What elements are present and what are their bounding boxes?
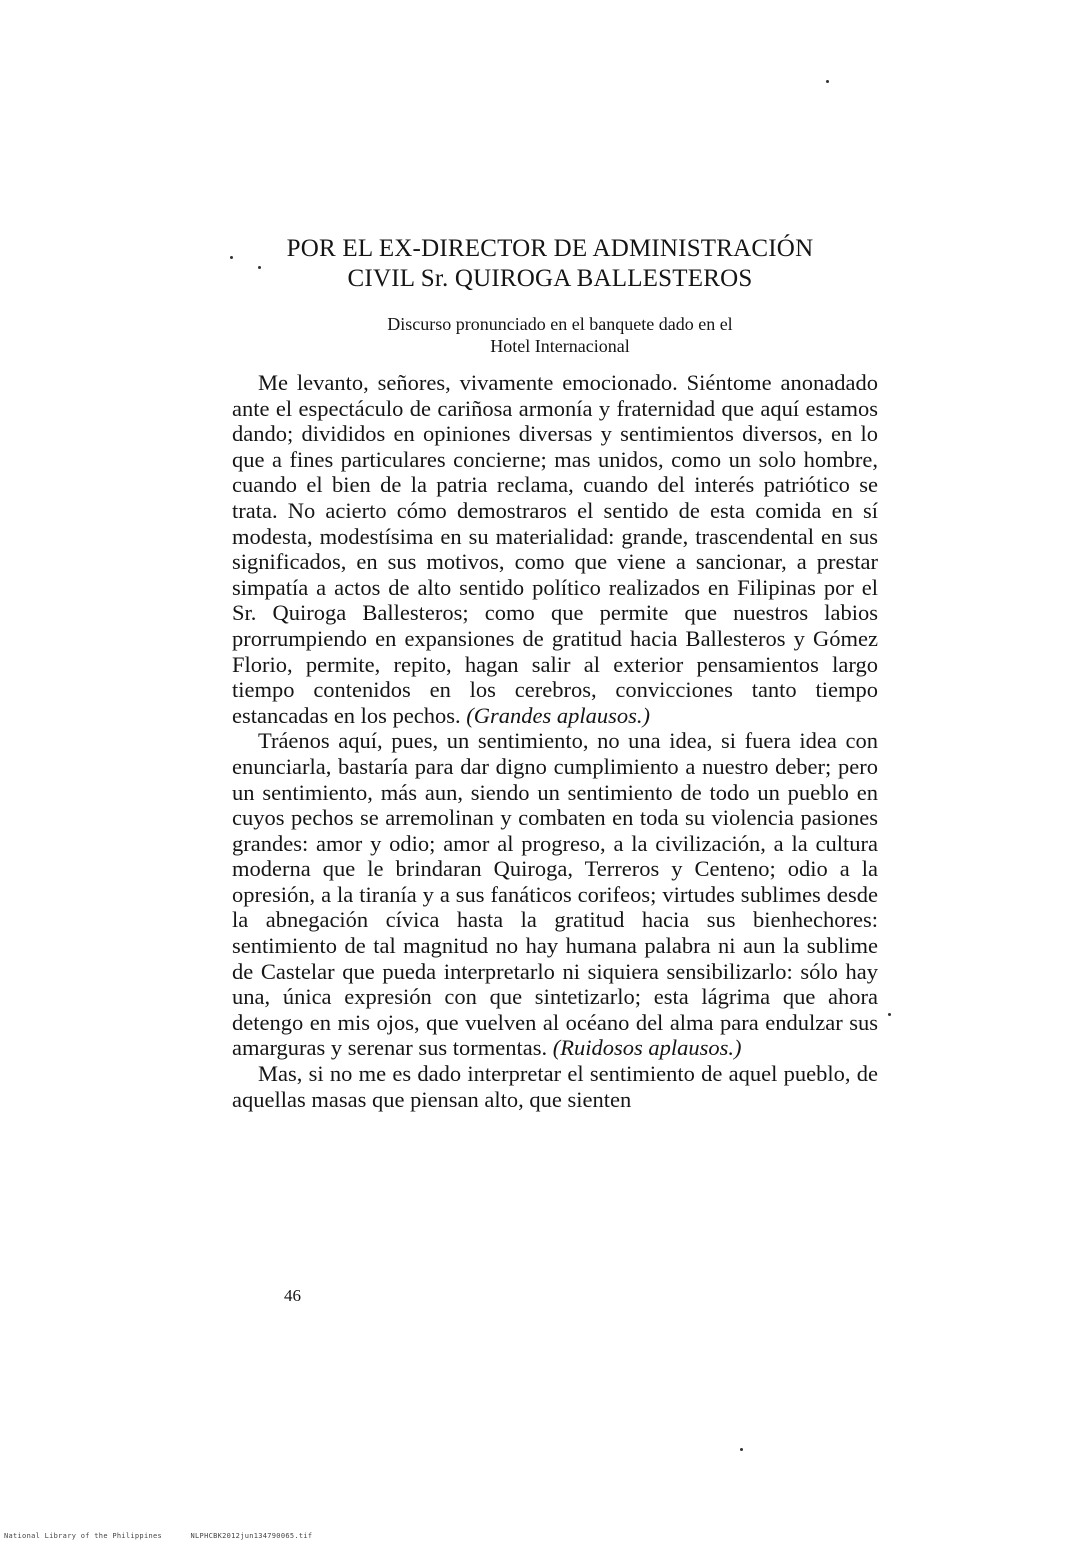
speech-body: [232, 370, 878, 1112]
paragraph-2: [232, 728, 878, 1061]
footer-library: National Library of the Philippines: [4, 1532, 163, 1540]
subtitle-line-1: Discurso pronunciado en el banquete dado en el: [387, 314, 733, 334]
scan-speck: [888, 1013, 891, 1016]
document-subtitle: [290, 313, 830, 357]
scan-speck: [740, 1448, 743, 1451]
page-number: 46: [284, 1286, 301, 1305]
paragraph-1-text: Me levanto, señores, vivamente emocionado. Siéntome anonadado ante el espectáculo de cariñosa armonía y fraternidad que aquí estamos dando; divididos en opiniones diversas y sentimientos diversos, en lo que a fines particulares concierne; mas unidos, como un solo hombre, cuando el bien de la patria reclama, cuando del interés patriótico se trata. No acierto cómo demostraros el sentido de esta comida en sí modesta, modestísima en su materialidad: grande, trascendental en sus significados, en sus motivos, como que viene a sancionar, a prestar simpatía a actos de alto sentido político realizados en Filipinas por el Sr. Quiroga Ballesteros; como que permite que nuestros labios prorrumpiendo en expansiones de gratitud hacia Ballesteros y Gómez Florio, permite, repito, hagan salir al exterior pensamientos largo tiempo contenidos en los cerebros, convicciones tanto tiempo estancadas en los pechos.: [232, 370, 878, 728]
title-line-2: CIVIL Sr. QUIROGA BALLESTEROS: [347, 265, 753, 292]
paragraph-2-text: Tráenos aquí, pues, un sentimiento, no una idea, si fuera idea con enunciarla, bastaría para dar digno cumplimiento a nuestro deber; pero un sentimiento, más aun, siendo un sentimiento de todo un pueblo en cuyos pechos se arremolinan y combaten en toda su violencia pasiones grandes: amor y odio; amor al progreso, a la civilización, a la cultura moderna que le brindaran Quiroga, Terreros y Centeno; odio a la opresión, a la tiranía y a sus fanáticos corifeos; virtudes sublimes desde la abnegación cívica hasta la gratitud hacia sus bienhechores: sentimiento de tal magnitud no hay humana palabra ni aun la sublime de Castelar que pueda interpretarlo ni siquiera sensibilizarlo: sólo hay una, única expresión con que sintetizarlo; esta lágrima que ahora detengo en mis ojos, que vuelven al océano del alma para endulzar sus amarguras y serenar sus tormentas.: [232, 728, 878, 1061]
paragraph-3-text: Mas, si no me es dado interpretar el sentimiento de aquel pueblo, de aquellas masas que piensan alto, que sienten: [232, 1061, 878, 1112]
footer-file-id: NLPHCBK2012jun134790065.tif: [190, 1532, 313, 1540]
paragraph-1-applause: (Grandes aplausos.): [466, 702, 651, 728]
paragraph-1: [232, 370, 878, 728]
scan-footer: [4, 1532, 336, 1540]
document-title: [250, 234, 850, 294]
scan-speck: [258, 266, 261, 269]
scan-speck: [230, 256, 233, 259]
scan-speck: [826, 80, 829, 83]
paragraph-2-applause: (Ruidosos aplausos.): [552, 1035, 742, 1061]
subtitle-line-2: Hotel Internacional: [490, 336, 630, 356]
paragraph-3: [232, 1061, 878, 1112]
title-line-1: POR EL EX-DIRECTOR DE ADMINISTRACIÓN: [286, 235, 814, 262]
